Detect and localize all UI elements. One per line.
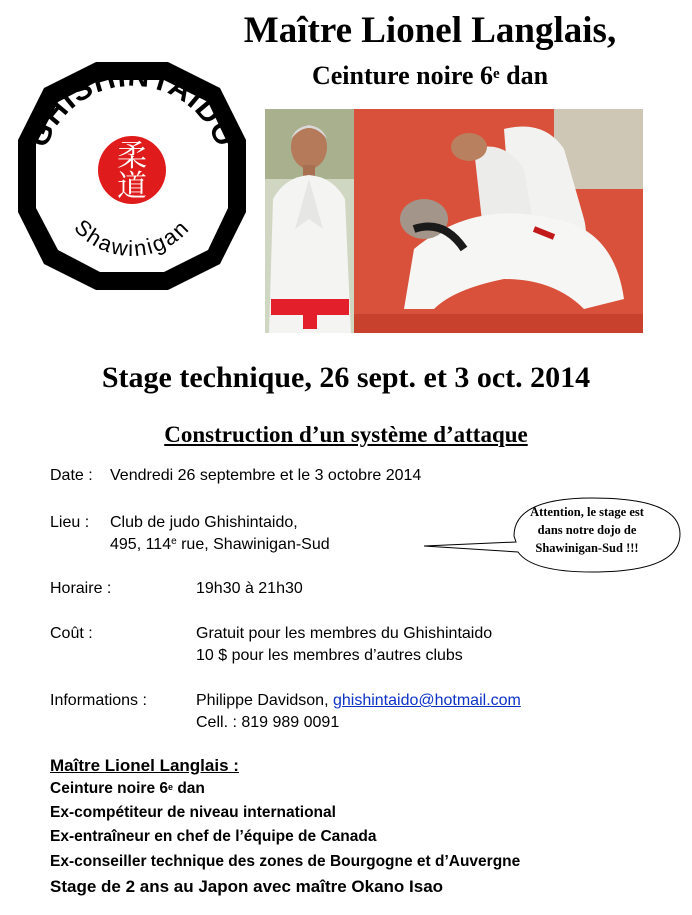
bio-item-japan: Stage de 2 ans au Japon avec maître Okano Isao	[50, 877, 444, 896]
callout-line3: Shawinigan-Sud !!!	[535, 541, 639, 555]
bio-item-coach: Ex-entraîneur en chef de l’équipe de Canada	[50, 828, 377, 845]
bio-heading: Maître Lionel Langlais :	[50, 756, 239, 775]
lieu-label: Lieu :	[50, 514, 90, 531]
contact-name: Philippe Davidson,	[196, 692, 333, 709]
cout-line2: 10 $ pour les membres d’autres clubs	[196, 647, 463, 664]
logo-top-text: GHISHINTAIDO	[21, 59, 243, 153]
portrait-photo	[265, 109, 354, 333]
date-value: Vendredi 26 septembre et le 3 octobre 2014	[110, 467, 422, 484]
callout-line1: Attention, le stage est	[530, 505, 644, 519]
lieu-line2-a: 495, 114	[110, 536, 172, 553]
lieu-line2	[110, 534, 330, 556]
logo-kanji-ju: 柔	[117, 140, 147, 173]
judo-action-photo	[354, 109, 643, 333]
bio-item-belt	[50, 778, 205, 800]
email-link[interactable]: ghishintaido@hotmail.com	[332, 692, 521, 709]
bio-item-advisor: Ex-conseiller technique des zones de Bourgogne et d’Auvergne	[50, 853, 521, 870]
lieu-line2-b: rue, Shawinigan-Sud	[176, 536, 330, 553]
phone-value: Cell. : 819 989 0091	[196, 714, 340, 731]
ghishintaido-logo	[14, 58, 250, 294]
section-title: Construction d’un système d’attaque	[164, 422, 528, 447]
subtitle-text: Ceinture noire 6	[311, 61, 493, 90]
bio-item1-b: dan	[173, 780, 205, 797]
stage-title: Stage technique, 26 sept. et 3 oct. 2014	[101, 361, 591, 394]
subtitle-end: dan	[499, 61, 549, 90]
date-label: Date :	[50, 467, 93, 484]
lieu-line2-sup: e	[171, 536, 177, 547]
bio-item1-a: Ceinture noire 6	[50, 780, 168, 797]
callout-line2: dans notre dojo de	[537, 523, 637, 537]
bio-item-competitor: Ex-compétiteur de niveau international	[50, 804, 336, 821]
bio-item1-sup: e	[168, 782, 174, 792]
callout-text	[512, 503, 662, 557]
subtitle-sup: e	[492, 66, 500, 82]
informations-contact	[196, 690, 521, 712]
page-title: Maître Lionel Langlais,	[243, 10, 617, 51]
cout-line1: Gratuit pour les membres du Ghishintaido	[196, 625, 493, 642]
page-subtitle	[235, 60, 625, 92]
logo-kanji-do: 道	[117, 170, 147, 203]
informations-label: Informations :	[50, 692, 147, 709]
cout-label: Coût :	[50, 625, 93, 642]
horaire-value: 19h30 à 21h30	[196, 580, 303, 597]
logo-bottom-text: Shawinigan	[69, 214, 195, 262]
horaire-label: Horaire :	[50, 580, 112, 597]
lieu-line1: Club de judo Ghishintaido,	[110, 514, 298, 531]
